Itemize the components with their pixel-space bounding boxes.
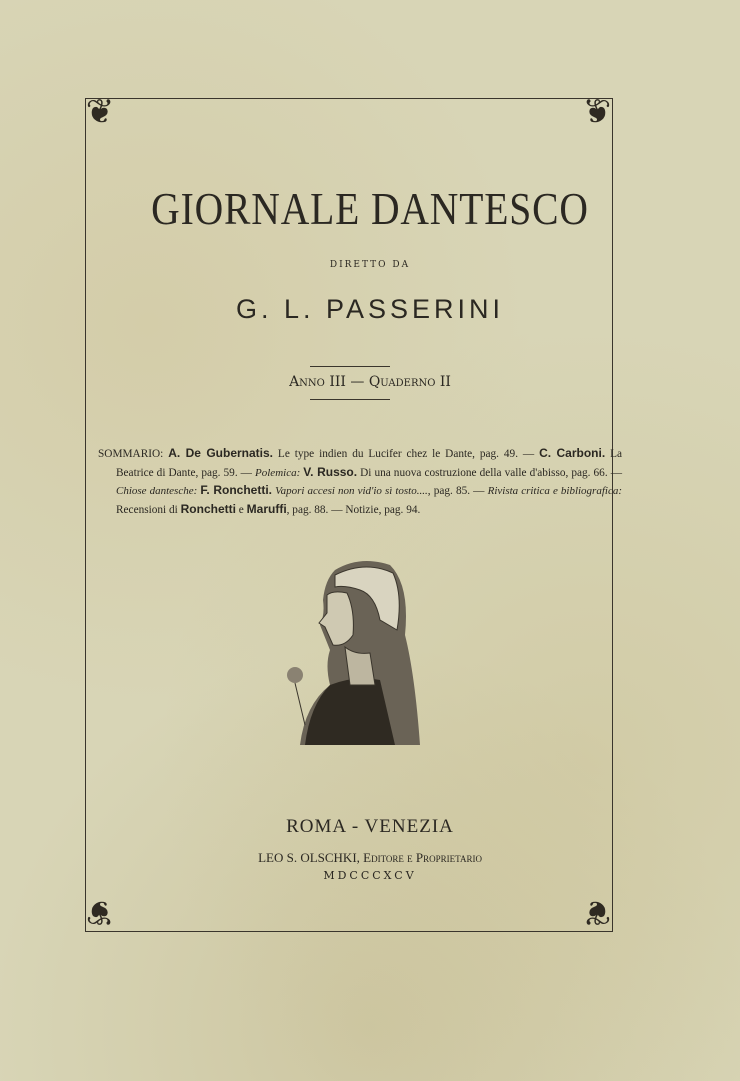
summary-segment: Chiose dantesche: xyxy=(116,485,198,497)
summary-segment: Recensioni di xyxy=(116,503,181,516)
editor-name: G. L. PASSERINI xyxy=(235,294,505,324)
summary-segment: F. Ronchetti. xyxy=(200,483,272,497)
summary-segment: A. De Gubernatis. xyxy=(168,446,274,460)
divider xyxy=(310,366,390,367)
summary-segment: , pag. 88. — Notizie, pag. 94. xyxy=(286,503,421,516)
summary-segment: Maruffi xyxy=(246,501,287,516)
summary-segment: La Beatrice di Dante, pag. 59. — xyxy=(116,448,622,479)
summary-segment: , pag. 85. — xyxy=(427,485,488,497)
ornament-bottom-right-icon: ❦ xyxy=(582,892,612,932)
summary-segment: V. Russo. xyxy=(303,464,358,479)
publication-city: ROMA - VENEZIA xyxy=(286,816,454,837)
summary-label: SOMMARIO: xyxy=(98,448,169,460)
divider xyxy=(310,399,390,400)
publication-year: MDCCCXCV xyxy=(323,869,417,882)
ornament-bottom-left-icon: ❦ xyxy=(85,892,115,932)
issue-label: Anno III — Quaderno II xyxy=(289,374,451,390)
summary-segment: Rivista critica e bibliografica: xyxy=(487,485,622,497)
summary-segment: Ronchetti xyxy=(180,501,236,516)
summary-segment: Vapori accesi non vid'io sì tosto.... xyxy=(275,485,428,497)
summary-segment: e xyxy=(235,503,247,516)
publisher-name: LEO S. OLSCHKI, xyxy=(258,850,364,865)
summary-segment: Le type indien du Lucifer chez le Dante, pag. 49. — xyxy=(273,448,540,460)
table-of-contents xyxy=(98,445,622,519)
summary-segment: C. Carboni. xyxy=(539,446,606,460)
publisher-role: Editore e Proprietario xyxy=(363,850,482,865)
ornament-top-left-icon: ❦ xyxy=(85,92,115,132)
publisher-line xyxy=(0,850,740,866)
ornament-top-right-icon: ❦ xyxy=(582,92,612,132)
summary-segment: Polemica: xyxy=(255,466,301,479)
dante-portrait xyxy=(275,555,425,750)
directed-by-label: DIRETTO DA xyxy=(329,260,411,270)
summary-segment: Di una nuova costruzione della valle d'abisso, pag. 66. — xyxy=(357,466,622,479)
journal-title: GIORNALE DANTESCO xyxy=(151,183,589,234)
